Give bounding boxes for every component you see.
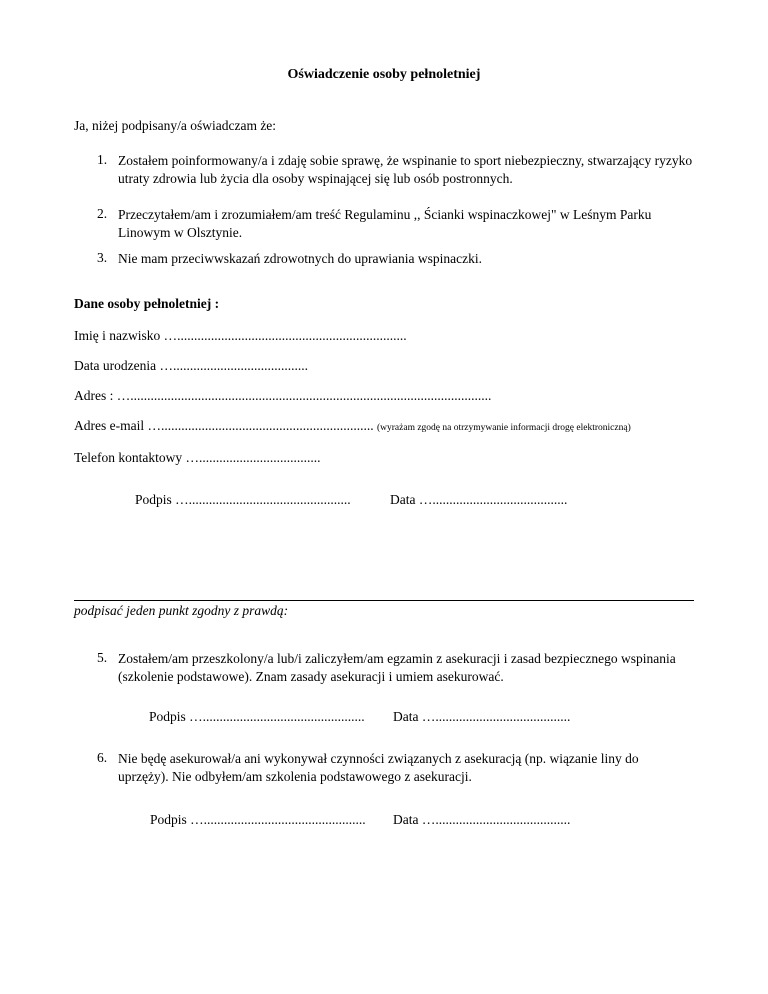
field-email[interactable]: Adres e-mail …............................................................... bbox=[74, 418, 374, 433]
document-title: Oświadczenie osoby pełnoletniej bbox=[287, 67, 481, 82]
option-5-number: 5. bbox=[97, 650, 108, 665]
option-5-podpis[interactable]: Podpis …................................................ bbox=[149, 709, 365, 724]
field-date-of-birth[interactable]: Data urodzenia …........................................ bbox=[74, 358, 308, 373]
field-email-row bbox=[74, 418, 631, 434]
statement-1-text: Zostałem poinformowany/a i zdaję sobie sprawę, że wspinanie to sport niebezpieczny, stwarzający ryzyko utraty zdrowia lub życia dla osoby wspinającej się lub osób postronnych. bbox=[118, 153, 693, 186]
statement-1-number: 1. bbox=[97, 152, 108, 167]
option-5-data[interactable]: Data …........................................ bbox=[393, 709, 571, 724]
option-6-text: Nie będę asekurował/a ani wykonywał czynności związanych z asekuracją (np. wiązanie liny do uprzęży). Nie odbyłem/am szkolenia podstawowego z asekuracji. bbox=[118, 751, 639, 784]
option-6-data[interactable]: Data …........................................ bbox=[393, 812, 571, 827]
option-6-number: 6. bbox=[97, 750, 108, 765]
option-6-podpis[interactable]: Podpis …................................................ bbox=[150, 812, 366, 827]
section-heading: Dane osoby pełnoletniej : bbox=[74, 296, 220, 311]
statement-2-number: 2. bbox=[97, 206, 108, 221]
signature-1-data[interactable]: Data …........................................ bbox=[390, 492, 568, 507]
email-consent-note: (wyrażam zgodę na otrzymywanie informacji drogę elektroniczną) bbox=[376, 423, 631, 433]
statement-2-text: Przeczytałem/am i zrozumiałem/am treść Regulaminu ,, Ścianki wspinaczkowej" w Leśnym Parku Linowym w Olsztynie. bbox=[118, 207, 652, 240]
field-name[interactable]: Imię i nazwisko ….................................................................... bbox=[74, 328, 407, 343]
field-phone[interactable]: Telefon kontaktowy ….................................... bbox=[74, 450, 321, 465]
choose-instruction: podpisać jeden punkt zgodny z prawdą: bbox=[74, 603, 289, 618]
divider-line bbox=[74, 600, 694, 601]
option-5-text: Zostałem/am przeszkolony/a lub/i zaliczyłem/am egzamin z asekuracji i zasad bezpiecznego wspinania (szkolenie podstawowe). Znam zasady asekuracji i umiem asekurować. bbox=[118, 651, 676, 684]
statement-3-number: 3. bbox=[97, 250, 108, 265]
statement-3-text: Nie mam przeciwwskazań zdrowotnych do uprawiania wspinaczki. bbox=[118, 251, 482, 266]
signature-1-podpis[interactable]: Podpis …................................................ bbox=[135, 492, 351, 507]
intro-text: Ja, niżej podpisany/a oświadczam że: bbox=[74, 118, 277, 133]
field-address[interactable]: Adres : …........................................................................................................... bbox=[74, 388, 492, 403]
